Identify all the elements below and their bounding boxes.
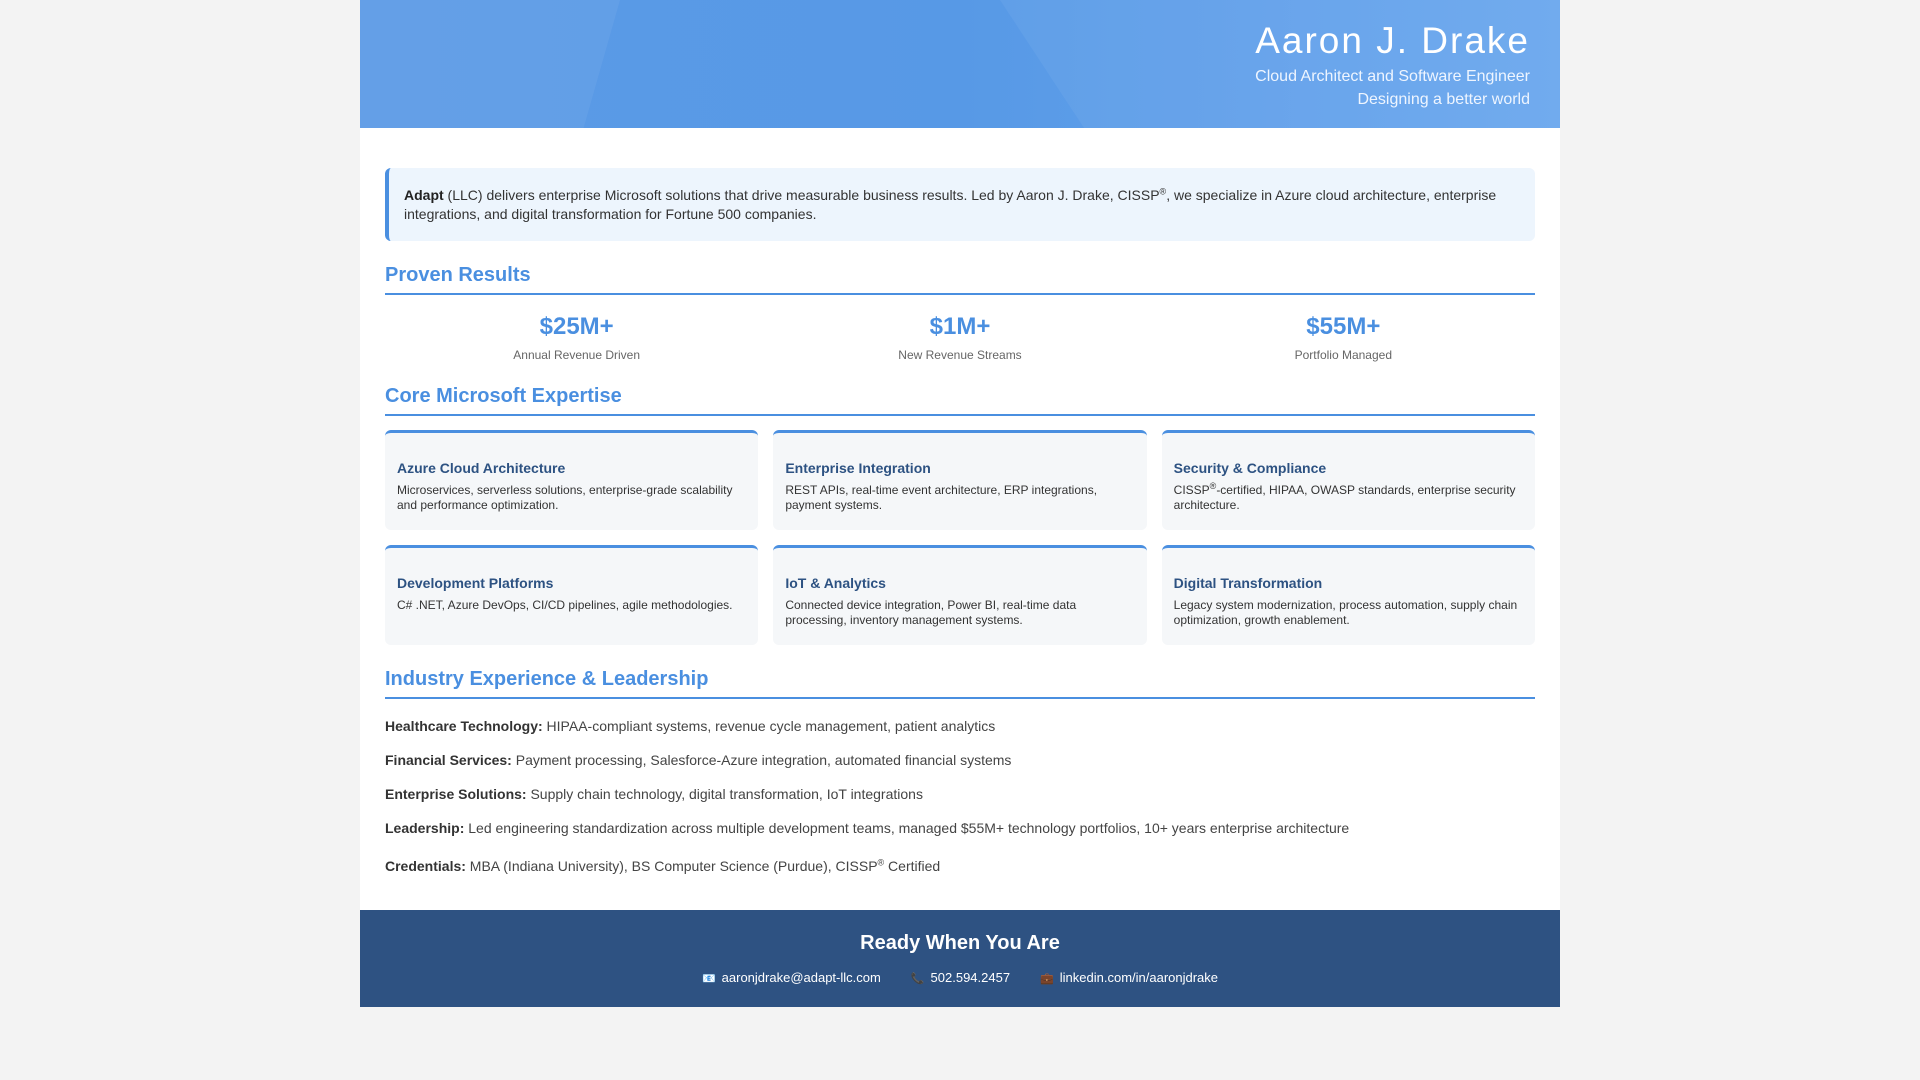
contact-list	[360, 970, 1560, 985]
credentials-text: MBA (Indiana University), BS Computer Science (Purdue), CISSP	[465, 858, 878, 874]
experience-label: Healthcare Technology:	[385, 718, 543, 734]
card-desc-text: REST APIs, real-time event architecture, ERP integrations, payment systems.	[785, 483, 1098, 512]
credentials-label: Credentials:	[385, 858, 466, 874]
registered-mark: ®	[877, 857, 885, 868]
stat-value: $1M+	[929, 313, 991, 340]
expertise-card	[773, 545, 1146, 645]
header-decoration-left	[360, 0, 620, 128]
card-title: Security & Compliance	[1173, 460, 1327, 476]
stat-label: Annual Revenue Driven	[513, 348, 641, 362]
phone-link[interactable]: 502.594.2457	[930, 970, 1011, 985]
expertise-card	[773, 430, 1146, 530]
experience-label: Leadership:	[385, 820, 465, 836]
stat-item	[385, 313, 768, 362]
contact-email[interactable]	[702, 970, 881, 985]
card-desc-text: Legacy system modernization, process automation, supply chain optimization, growth enablement.	[1173, 598, 1518, 627]
experience-row	[385, 785, 1535, 803]
contact-linkedin[interactable]	[1040, 970, 1218, 985]
experience-label: Financial Services:	[385, 752, 512, 768]
header-banner	[360, 0, 1560, 128]
expertise-cards	[385, 430, 1535, 645]
card-desc-text: Connected device integration, Power BI, real-time data processing, inventory management systems.	[785, 598, 1077, 627]
card-title: Digital Transformation	[1173, 575, 1323, 591]
card-description	[397, 598, 746, 613]
briefcase-icon: 💼	[1040, 973, 1054, 985]
card-desc-text: -certified, HIPAA, OWASP standards, enterprise security architecture.	[1173, 483, 1516, 512]
card-title: Enterprise Integration	[785, 460, 931, 476]
stat-item	[768, 313, 1151, 362]
contact-phone[interactable]	[911, 970, 1010, 985]
card-description	[785, 483, 1134, 513]
results-section-title: Proven Results	[385, 264, 1535, 295]
experience-text: Led engineering standardization across multiple development teams, managed $55M+ technology portfolios, 10+ years enterprise architecture	[464, 820, 1350, 836]
card-title: Azure Cloud Architecture	[397, 460, 566, 476]
experience-row	[385, 751, 1535, 769]
resume-page	[360, 0, 1560, 1007]
registered-mark: ®	[1209, 481, 1217, 491]
card-description	[397, 483, 746, 513]
intro-box	[385, 168, 1535, 241]
stat-label: New Revenue Streams	[898, 348, 1022, 362]
stat-item	[1152, 313, 1535, 362]
industry-list	[385, 717, 1535, 875]
expertise-card	[385, 545, 758, 645]
card-description	[1174, 598, 1523, 628]
expertise-section-title: Core Microsoft Expertise	[385, 385, 1535, 416]
stat-value: $55M+	[1306, 313, 1381, 340]
person-name: Aaron J. Drake	[1255, 20, 1530, 61]
phone-icon: 📞	[910, 973, 925, 985]
experience-text: Supply chain technology, digital transformation, IoT integrations	[526, 786, 923, 802]
linkedin-link[interactable]: linkedin.com/in/aaronjdrake	[1059, 970, 1219, 985]
intro-text-after: , we specialize in Azure cloud architecture, enterprise integrations, and digital transformation for Fortune 500 companies.	[404, 187, 1497, 222]
email-icon: 📧	[701, 973, 716, 985]
credentials-after: Certified	[884, 858, 941, 874]
contact-footer	[360, 910, 1560, 1007]
experience-row	[385, 819, 1535, 837]
footer-title: Ready When You Are	[860, 932, 1060, 954]
card-title: IoT & Analytics	[785, 575, 886, 591]
email-link[interactable]: aaronjdrake@adapt-llc.com	[721, 970, 881, 985]
card-description	[785, 598, 1134, 628]
card-desc-text: C# .NET, Azure DevOps, CI/CD pipelines, agile methodologies.	[397, 598, 733, 612]
header-text	[1255, 20, 1530, 111]
industry-section-title: Industry Experience & Leadership	[385, 668, 1535, 699]
registered-mark: ®	[1159, 186, 1167, 197]
results-stats	[385, 313, 1535, 362]
experience-text: Payment processing, Salesforce-Azure integration, automated financial systems	[511, 752, 1012, 768]
stat-label: Portfolio Managed	[1294, 348, 1393, 362]
card-title: Development Platforms	[397, 575, 554, 591]
experience-text: HIPAA-compliant systems, revenue cycle management, patient analytics	[542, 718, 996, 734]
card-description	[1174, 483, 1523, 513]
company-name: Adapt	[404, 187, 444, 203]
person-tagline: Designing a better world	[1357, 91, 1530, 108]
card-desc-pre: CISSP	[1173, 483, 1210, 497]
expertise-card	[1162, 430, 1535, 530]
person-title: Cloud Architect and Software Engineer	[1255, 68, 1530, 85]
stat-value: $25M+	[539, 313, 614, 340]
experience-label: Enterprise Solutions:	[385, 786, 527, 802]
expertise-card	[385, 430, 758, 530]
card-desc-text: Microservices, serverless solutions, enterprise-grade scalability and performance optimization.	[397, 483, 733, 512]
credentials-row	[385, 857, 1535, 875]
main-content	[360, 128, 1560, 875]
experience-row	[385, 717, 1535, 735]
intro-text-before: (LLC) delivers enterprise Microsoft solutions that drive measurable business results. Led by Aaron J. Drake, CISSP	[443, 187, 1160, 203]
expertise-card	[1162, 545, 1535, 645]
